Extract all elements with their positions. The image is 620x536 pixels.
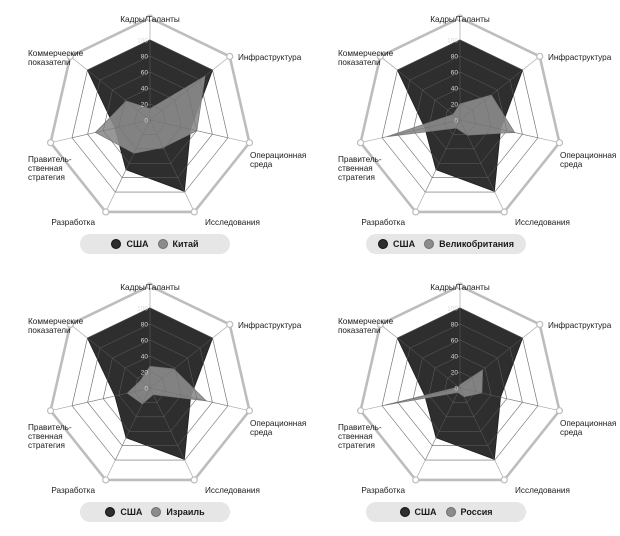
tick-label: 60 (450, 337, 458, 345)
radar-svg (310, 0, 620, 268)
legend-item (446, 507, 493, 517)
tick-label: 60 (140, 337, 148, 345)
tick-label: 80 (140, 53, 148, 61)
axis-label: Коммерческие показатели (28, 317, 84, 335)
axis-label: Правитель-ственная стратегия (338, 423, 382, 450)
tick-label: 0 (454, 385, 458, 393)
legend-label: США (414, 507, 437, 517)
vertex-marker (501, 477, 507, 483)
legend (80, 502, 230, 522)
axis-label: Коммерческие показатели (338, 49, 394, 67)
vertex-marker (227, 53, 233, 59)
tick-label: 60 (140, 69, 148, 77)
tick-label: 40 (450, 353, 458, 361)
legend-item (400, 507, 437, 517)
radar-svg (310, 268, 620, 536)
tick-label: 100 (137, 305, 148, 313)
radar-chart-3 (0, 268, 310, 536)
axis-label: Правитель-ственная стратегия (338, 155, 382, 182)
axis-label: Операционная среда (250, 151, 307, 169)
radar-chart-1 (0, 0, 310, 268)
axis-label: Операционная среда (560, 151, 617, 169)
axis-label: Исследования (515, 486, 570, 495)
vertex-marker (358, 140, 364, 146)
legend-item (111, 239, 148, 249)
axis-label: Правитель-ственная стратегия (28, 155, 72, 182)
vertex-marker (103, 477, 109, 483)
tick-label: 100 (447, 305, 458, 313)
tick-label: 20 (140, 101, 148, 109)
radar-svg (0, 0, 310, 268)
legend-item (105, 507, 142, 517)
vertex-marker (191, 209, 197, 215)
legend-item (424, 239, 514, 249)
radar-chart-2 (310, 0, 620, 268)
vertex-marker (48, 140, 54, 146)
axis-label: Коммерческие показатели (28, 49, 84, 67)
tick-label: 20 (450, 369, 458, 377)
axis-label: Операционная среда (560, 419, 617, 437)
legend-item (378, 239, 415, 249)
tick-label: 0 (144, 117, 148, 125)
legend-label: Израиль (166, 507, 205, 517)
axis-label: Инфраструктура (238, 53, 302, 62)
tick-label: 60 (450, 69, 458, 77)
axis-label: Исследования (205, 486, 260, 495)
vertex-marker (501, 209, 507, 215)
vertex-marker (191, 477, 197, 483)
legend-swatch (105, 507, 115, 517)
vertex-marker (227, 321, 233, 327)
tick-label: 100 (137, 37, 148, 45)
axis-label: Разработка (51, 218, 95, 227)
axis-label: Инфраструктура (548, 321, 612, 330)
axis-label: Разработка (51, 486, 95, 495)
legend (366, 234, 526, 254)
tick-label: 40 (450, 85, 458, 93)
radar-chart-4 (310, 268, 620, 536)
axis-label: Кадры/Таланты (430, 15, 490, 24)
legend-swatch (158, 239, 168, 249)
vertex-marker (246, 140, 252, 146)
vertex-marker (413, 477, 419, 483)
vertex-marker (537, 53, 543, 59)
legend-swatch (378, 239, 388, 249)
legend-label: США (120, 507, 143, 517)
legend-item (158, 239, 199, 249)
legend-swatch (424, 239, 434, 249)
vertex-marker (413, 209, 419, 215)
axis-label: Разработка (361, 218, 405, 227)
legend-label: США (393, 239, 416, 249)
legend-swatch (446, 507, 456, 517)
vertex-marker (358, 408, 364, 414)
axis-label: Кадры/Таланты (120, 15, 180, 24)
legend-swatch (400, 507, 410, 517)
tick-label: 80 (450, 321, 458, 329)
tick-label: 40 (140, 85, 148, 93)
legend-label: Великобритания (439, 239, 514, 249)
vertex-marker (48, 408, 54, 414)
legend-label: США (126, 239, 149, 249)
vertex-marker (556, 408, 562, 414)
tick-label: 40 (140, 353, 148, 361)
axis-label: Кадры/Таланты (430, 283, 490, 292)
tick-label: 80 (140, 321, 148, 329)
legend (366, 502, 526, 522)
tick-label: 20 (140, 369, 148, 377)
tick-label: 0 (454, 117, 458, 125)
legend-item (151, 507, 204, 517)
axis-label: Разработка (361, 486, 405, 495)
legend-label: Россия (460, 507, 493, 517)
legend (80, 234, 230, 254)
axis-label: Правитель-ственная стратегия (28, 423, 72, 450)
tick-label: 100 (447, 37, 458, 45)
axis-label: Инфраструктура (548, 53, 612, 62)
legend-label: Китай (172, 239, 199, 249)
axis-label: Операционная среда (250, 419, 307, 437)
vertex-marker (246, 408, 252, 414)
radar-svg (0, 268, 310, 536)
tick-label: 20 (450, 101, 458, 109)
legend-swatch (151, 507, 161, 517)
vertex-marker (556, 140, 562, 146)
tick-label: 0 (144, 385, 148, 393)
tick-label: 80 (450, 53, 458, 61)
axis-label: Коммерческие показатели (338, 317, 394, 335)
axis-label: Исследования (205, 218, 260, 227)
legend-swatch (111, 239, 121, 249)
axis-label: Кадры/Таланты (120, 283, 180, 292)
axis-label: Исследования (515, 218, 570, 227)
vertex-marker (103, 209, 109, 215)
vertex-marker (537, 321, 543, 327)
axis-label: Инфраструктура (238, 321, 302, 330)
